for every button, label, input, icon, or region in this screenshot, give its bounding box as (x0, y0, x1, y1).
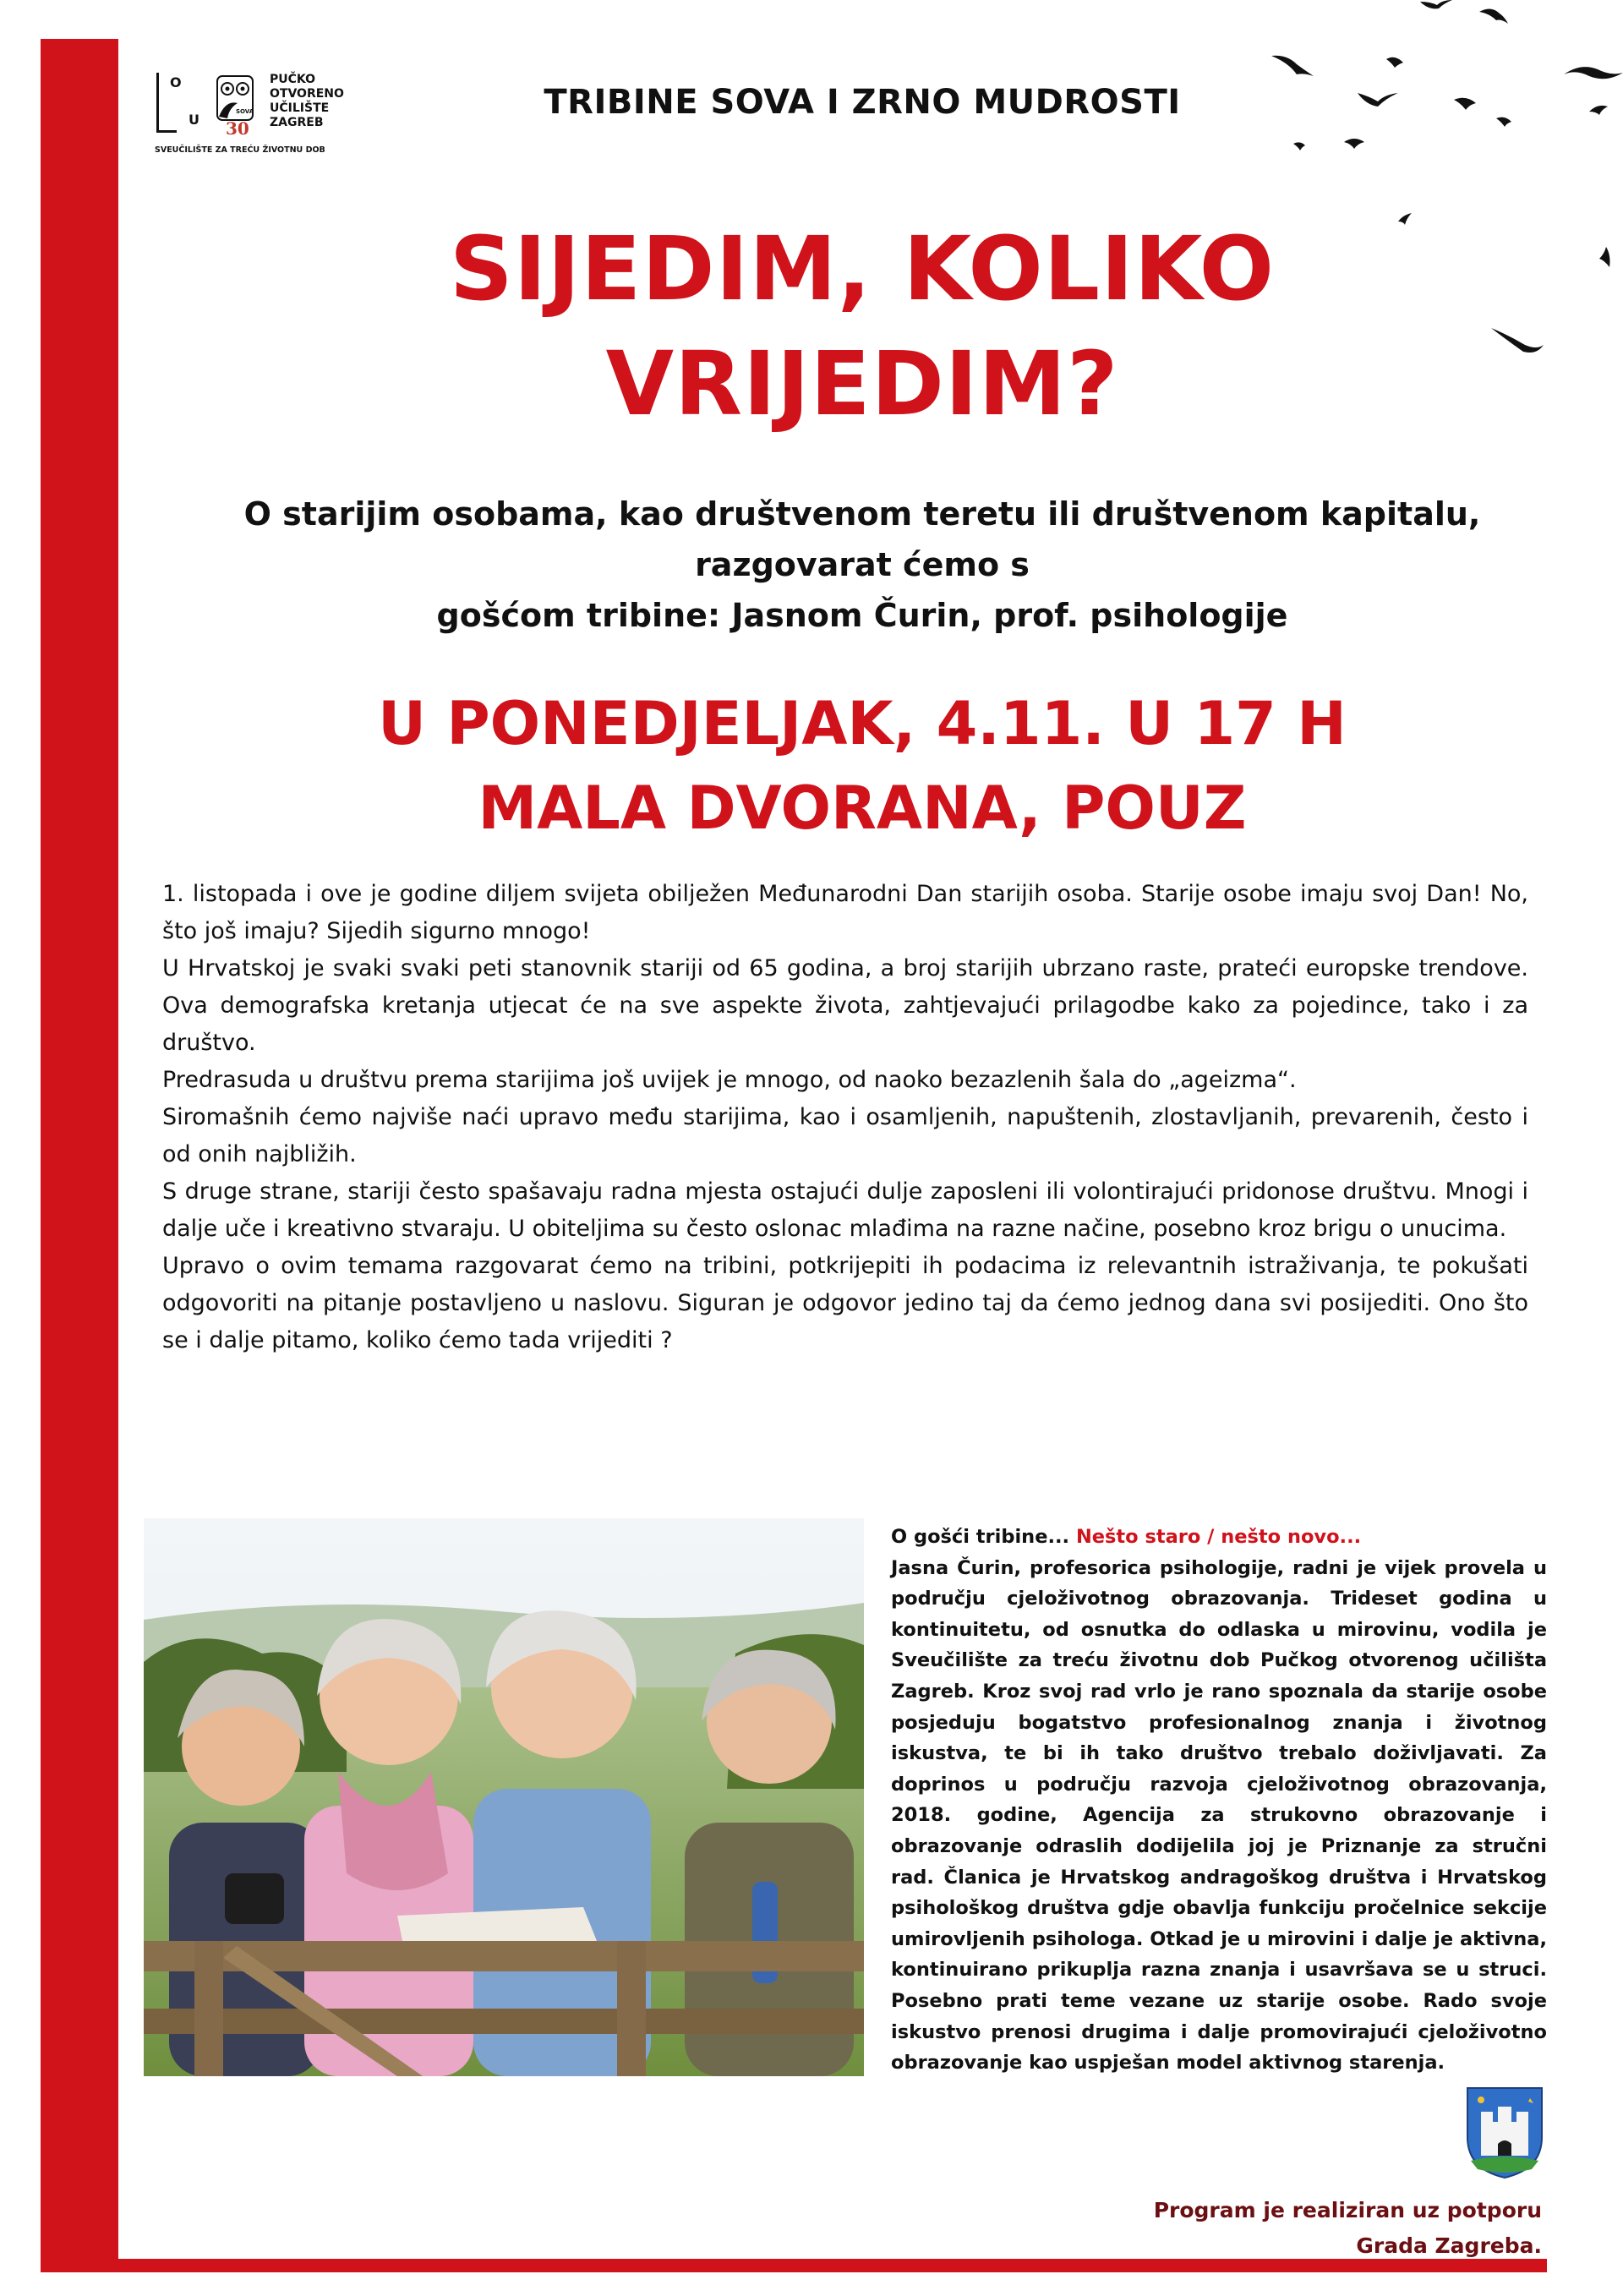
red-frame-left (41, 39, 118, 2271)
bio-lead: O gošći tribine... (891, 1526, 1076, 1548)
headline-line-1: SIJEDIM, KOLIKO (449, 217, 1276, 320)
event-details (127, 681, 1598, 850)
event-date-time: U PONEDJELJAK, 4.11. U 17 H (378, 689, 1347, 758)
headline-line-2: VRIJEDIM? (605, 332, 1119, 435)
bio-lead-highlight: Nešto staro / nešto novo... (1075, 1526, 1362, 1548)
intro-line-3: gošćom tribine: Jasnom Čurin, prof. psihologije (436, 597, 1288, 634)
institution-line: UČILIŠTE (270, 101, 330, 115)
logo-letter-u: U (189, 112, 199, 128)
event-intro (127, 489, 1598, 641)
owl-tag-text: SOVA (236, 108, 254, 115)
support-line-1: Program je realiziran uz potporu (1153, 2198, 1542, 2222)
body-paragraph: Upravo o ovim temama razgovarat ćemo na tribini, potkrijepiti ih podacima iz relevantnih istraživanja, te pokušati odgovoriti na pitanje postavljeno u naslovu. Siguran je odgovor jedino taj da ćemo jednog dana svi posijediti. Ono što se i dalje pitamo, koliko ćemo tada vrijediti ? (162, 1253, 1528, 1353)
body-text (162, 876, 1528, 1359)
support-note (1102, 2193, 1542, 2264)
photo-senior-women (144, 1518, 864, 2076)
zagreb-coat-of-arms-icon (1464, 2085, 1545, 2181)
body-paragraph: Predrasuda u društvu prema starijima još uvijek je mnogo, od naoko bezazlenih šala do „ageizma“. (162, 1067, 1297, 1093)
body-paragraph: U Hrvatskoj je svaki svaki peti stanovnik stariji od 65 godina, a broj starijih ubrzano raste, prateći europske trendove. Ova demografska kretanja utjecat će na sve aspekte života, zahtjevajući prilagodbe kako za pojedince, tako i za društvo. (162, 955, 1528, 1056)
institution-line: PUČKO (270, 73, 316, 86)
main-headline (127, 211, 1598, 441)
event-venue: MALA DVORANA, POUZ (478, 774, 1247, 843)
institution-subtitle: SVEUČILIŠTE ZA TREĆU ŽIVOTNU DOB (155, 145, 325, 155)
anniversary-number: 30 (226, 118, 249, 139)
intro-line-2: razgovarat ćemo s (695, 546, 1030, 583)
series-title: TRIBINE SOVA I ZRNO MUDROSTI (544, 83, 1181, 122)
body-paragraph: S druge strane, stariji često spašavaju radna mjesta ostajući dulje zaposleni ili volontirajući pridonose društvu. Mnogi i dalje uče i kreativno stvaraju. U obiteljima su često oslonac mlađima na razne načine, posebno kroz brigu o unucima. (162, 1178, 1528, 1242)
bio-text: Jasna Čurin, profesorica psihologije, radni je vijek provela u području cjeloživotnog obrazovanja. Trideset godina u kontinuitetu, od osnutka do odlaska u mirovinu, vodila je Sveučilište za treću životnu dob Pučkog otvorenog učilišta Zagreb. Kroz svoj rad vrlo je rano spoznala da starije osobe posjeduju bogatstvo profesionalnog znanja i životnog iskustva, te bi ih tako društvo trebalo doživljavati. Za doprinos u području razvoja cjeloživotnog obrazovanja, 2018. godine, Agencija za strukovno obrazovanje i obrazovanje odraslih dodijelila joj je Priznanje za stručni rad. Članica je Hrvatskog andragoškog društva i Hrvatskog psihološkog društva gdje obavlja funkciju pročelnice sekcije umirovljenih psihologa. Otkad je u mirovini i dalje je aktivna, kontinuirano prikuplja razna znanja i usavršava se u struci. Posebno prati teme vezane uz starije osobe. Rado svoje iskustvo prenosi drugima i dalje promovirajući cjeloživotno obrazovanje kao uspješan model aktivnog starenja. (891, 1556, 1547, 2075)
body-paragraph: 1. listopada i ove je godine diljem svijeta obilježen Međunarodni Dan starijih osoba. Starije osobe imaju svoj Dan! No, što još imaju? Sijedih sigurno mnogo! (162, 881, 1528, 944)
institution-line: ZAGREB (270, 116, 324, 129)
support-line-2: Grada Zagreba. (1356, 2233, 1542, 2258)
logo-letter-o: O (170, 74, 182, 90)
institution-line: OTVORENO (270, 87, 344, 101)
body-paragraph: Siromašnih ćemo najviše naći upravo među starijima, kao i osamljenih, napuštenih, zlostavljanih, prevarenih, često i od onih najbližih. (162, 1104, 1528, 1167)
intro-line-1: O starijim osobama, kao društvenom teretu ili društvenom kapitalu, (243, 495, 1481, 533)
guest-bio (891, 1522, 1547, 2079)
